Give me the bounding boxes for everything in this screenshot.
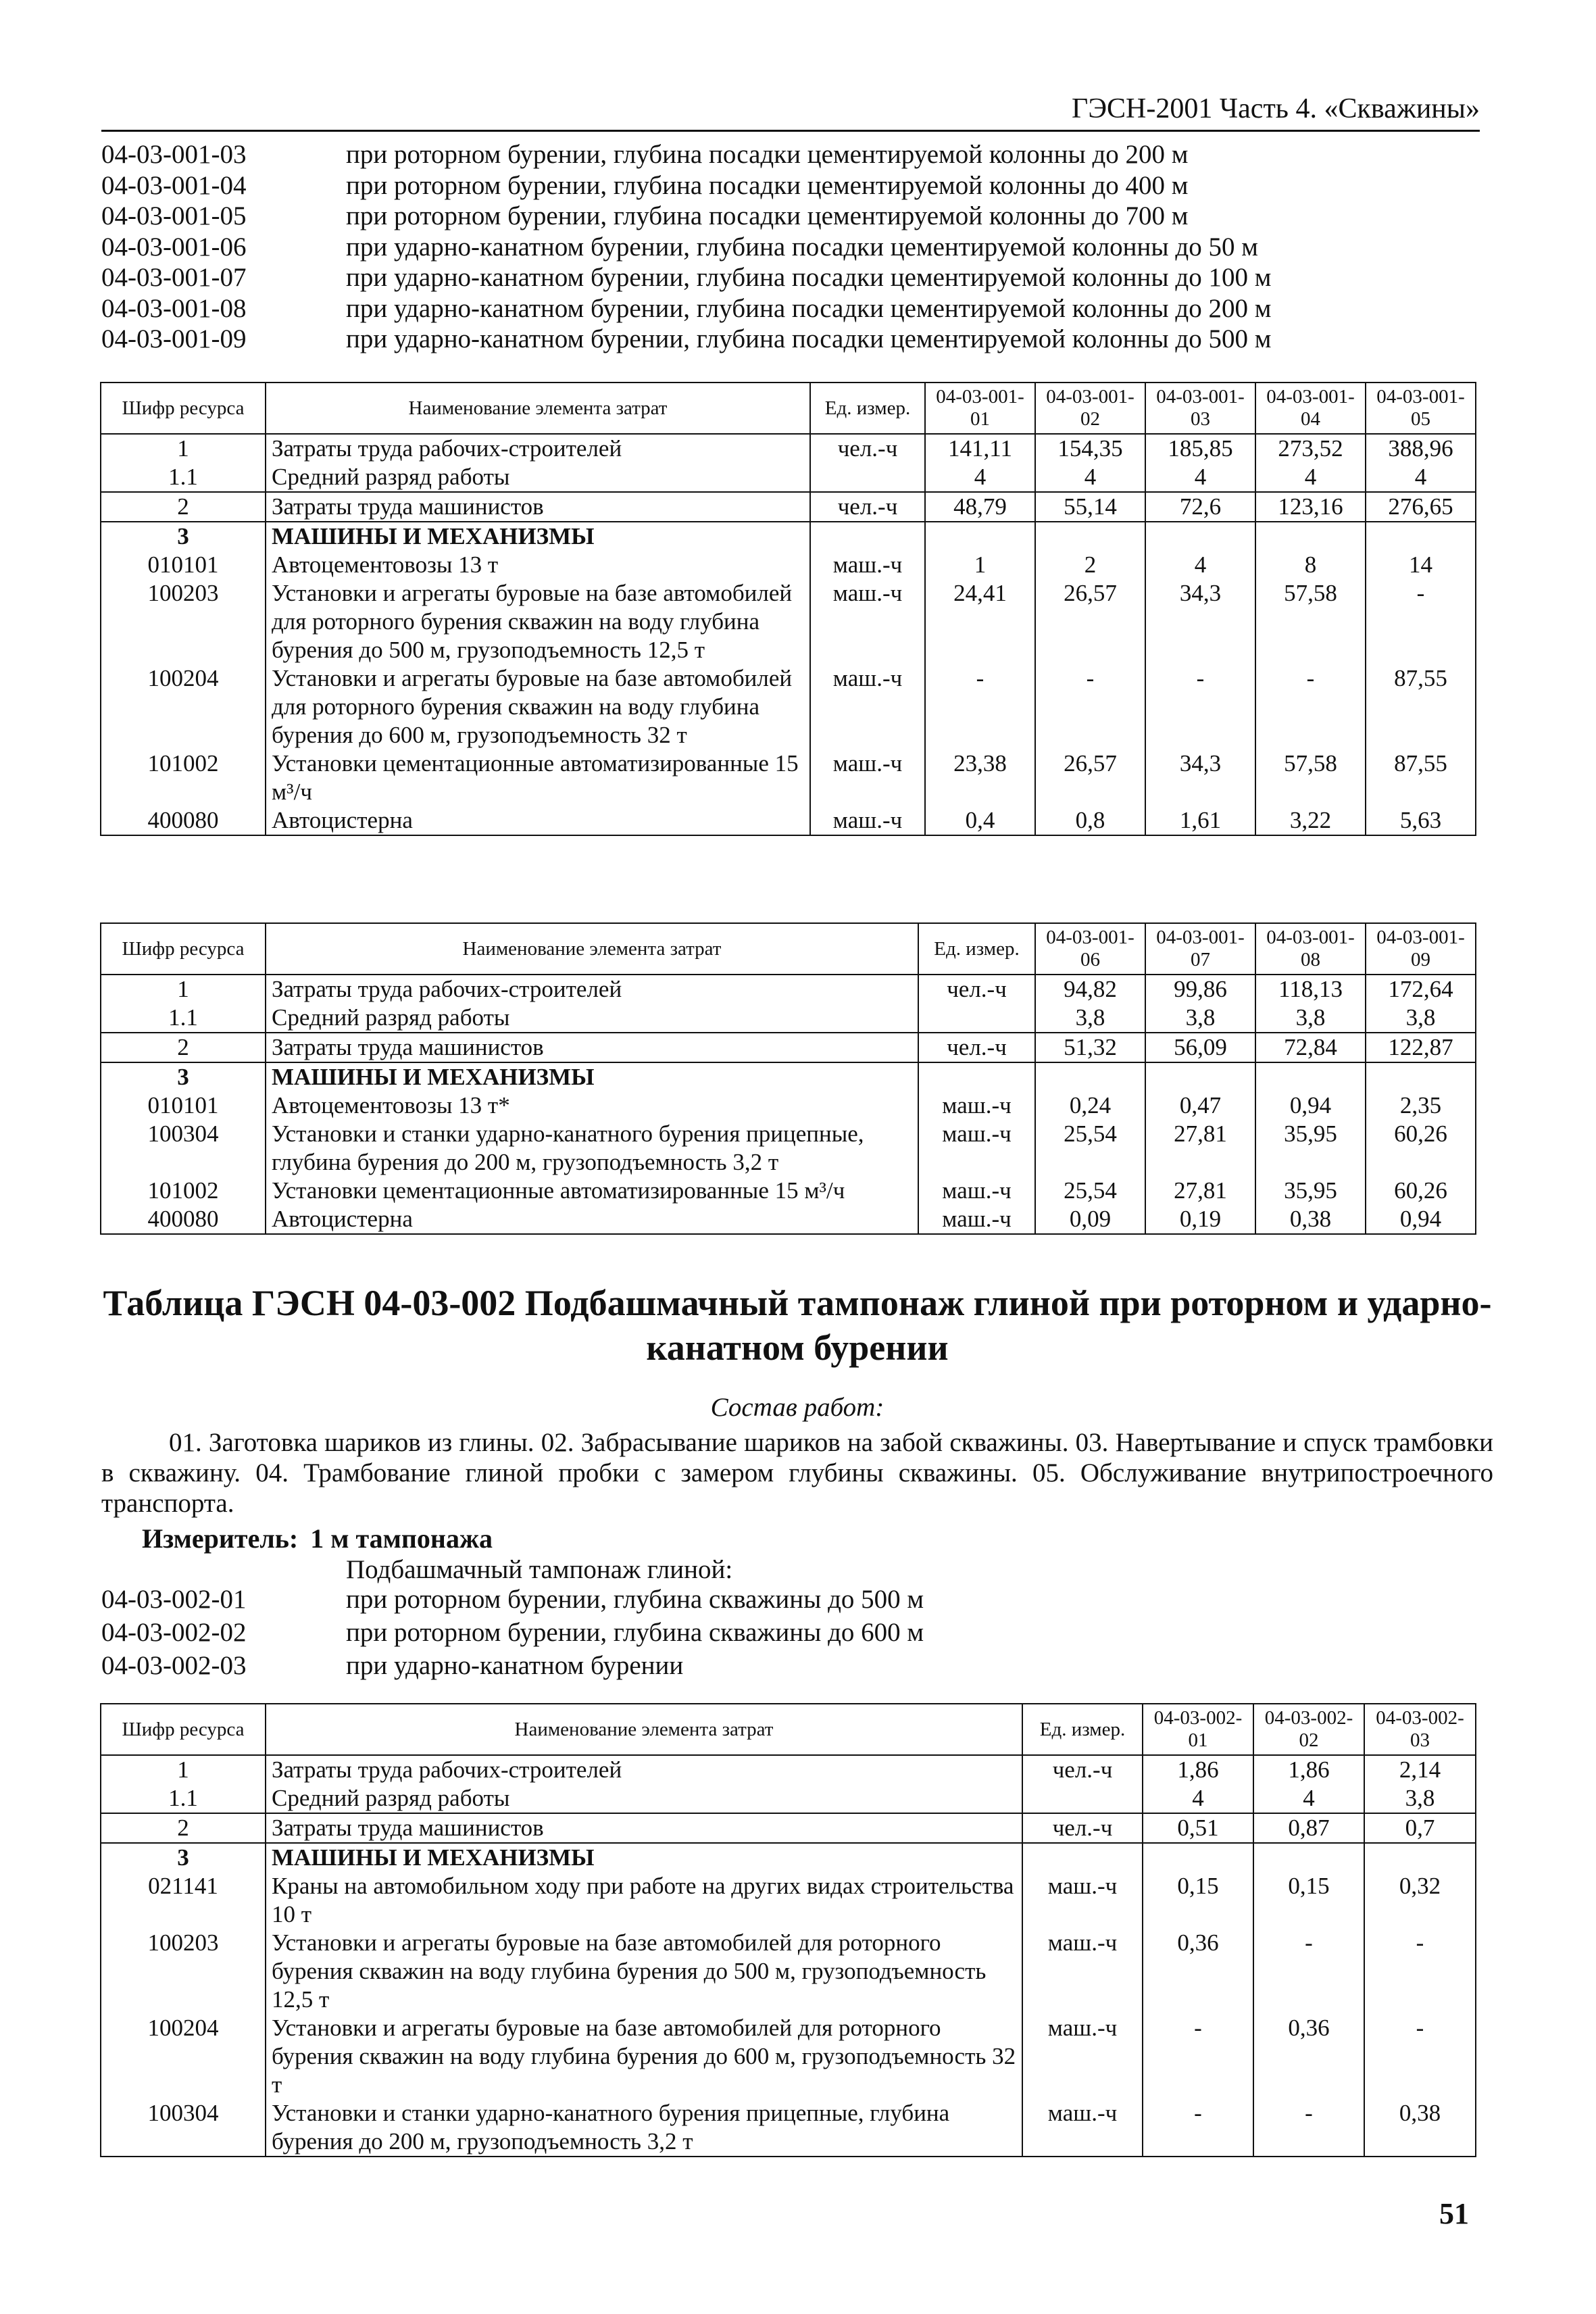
resource-code: 1 — [101, 1755, 266, 1784]
norm-value: - — [1035, 664, 1145, 749]
norm-value: 34,3 — [1145, 579, 1255, 664]
norm-value: 57,58 — [1255, 579, 1366, 664]
list-item — [101, 262, 1487, 293]
cost-element-name: Автоцистерна — [266, 1205, 918, 1234]
norm-value: 3,8 — [1145, 1004, 1255, 1033]
norm-value — [1255, 1062, 1366, 1091]
norm-value: - — [1143, 2099, 1253, 2157]
unit — [1022, 1843, 1143, 1872]
cost-element-name: МАШИНЫ И МЕХАНИЗМЫ — [266, 1843, 1022, 1872]
norm-value: 2,35 — [1366, 1091, 1476, 1120]
unit: маш.-ч — [810, 664, 925, 749]
table-row — [101, 522, 1476, 551]
norm-value — [1366, 1062, 1476, 1091]
item-text: при ударно-канатном бурении — [346, 1651, 684, 1680]
norm-value: 99,86 — [1145, 975, 1255, 1004]
norm-value: 185,85 — [1145, 434, 1255, 463]
cost-element-name: Установки цементационные автоматизированные 15 м³/ч — [266, 749, 810, 806]
norm-value: 3,22 — [1255, 806, 1366, 835]
norm-value — [1143, 1843, 1253, 1872]
table-row — [101, 492, 1476, 522]
unit: чел.-ч — [918, 1033, 1035, 1062]
table-row — [101, 1062, 1476, 1091]
cost-element-name: Установки и агрегаты буровые на базе автомобилей для роторного бурения скважин на воду глубина бурения до 500 м, грузоподъемность 12,5 т — [266, 1929, 1022, 2014]
table-row — [101, 1872, 1476, 1929]
norm-value: 26,57 — [1035, 579, 1145, 664]
item-code: 04-03-001-08 — [101, 293, 247, 323]
norm-value: 3,8 — [1366, 1004, 1476, 1033]
resource-code: 101002 — [101, 749, 266, 806]
norm-value — [1255, 522, 1366, 551]
header-norm-code: 04-03-002-01 — [1143, 1704, 1253, 1755]
norm-value: 27,81 — [1145, 1120, 1255, 1177]
table-row — [101, 551, 1476, 579]
norm-value: 0,94 — [1366, 1205, 1476, 1234]
item-text: при ударно-канатном бурении, глубина посадки цементируемой колонны до 100 м — [346, 263, 1272, 292]
norm-value — [1253, 1843, 1364, 1872]
norm-value: 1 — [925, 551, 1035, 579]
item-text: при роторном бурении, глубина посадки цементируемой колонны до 400 м — [346, 170, 1189, 200]
unit: маш.-ч — [918, 1120, 1035, 1177]
norm-value: 273,52 — [1255, 434, 1366, 463]
norm-value: - — [1253, 2099, 1364, 2157]
list-item — [101, 1649, 1487, 1682]
table-row — [101, 975, 1476, 1004]
page-number: 51 — [1439, 2197, 1469, 2230]
list-item — [101, 1583, 1487, 1616]
table-row — [101, 434, 1476, 463]
unit: маш.-ч — [1022, 1929, 1143, 2014]
norm-value: 27,81 — [1145, 1177, 1255, 1205]
item-code: 04-03-001-03 — [101, 140, 247, 169]
unit: маш.-ч — [810, 806, 925, 835]
norm-value — [925, 522, 1035, 551]
resource-code: 1.1 — [101, 1004, 266, 1033]
unit: маш.-ч — [810, 579, 925, 664]
item-code: 04-03-001-07 — [101, 263, 247, 292]
norm-value: 4 — [1143, 1784, 1253, 1813]
cost-element-name: Установки и агрегаты буровые на базе автомобилей для роторного бурения скважин на воду глубина бурения до 500 м, грузоподъемность 12,5 т — [266, 579, 810, 664]
header-cost-element-name: Наименование элемента затрат — [266, 383, 810, 434]
section-subheading: Подбашмачный тампонаж глиной: — [346, 1555, 733, 1584]
resource-code: 021141 — [101, 1872, 266, 1929]
cost-element-name: Затраты труда машинистов — [266, 1813, 1022, 1843]
unit — [810, 463, 925, 492]
item-text: при ударно-канатном бурении, глубина посадки цементируемой колонны до 50 м — [346, 232, 1258, 262]
resource-code: 100203 — [101, 579, 266, 664]
resource-code: 1.1 — [101, 1784, 266, 1813]
norm-value: 35,95 — [1255, 1177, 1366, 1205]
norm-value: 87,55 — [1366, 664, 1476, 749]
table-row — [101, 749, 1476, 806]
item-text: при роторном бурении, глубина скважины до 500 м — [346, 1585, 924, 1614]
norm-value: 141,11 — [925, 434, 1035, 463]
unit: чел.-ч — [1022, 1755, 1143, 1784]
item-text: при роторном бурении, глубина посадки цементируемой колонны до 700 м — [346, 201, 1189, 230]
header-norm-code: 04-03-001-04 — [1255, 383, 1366, 434]
norm-value: 72,6 — [1145, 492, 1255, 522]
norm-value: 3,8 — [1035, 1004, 1145, 1033]
norm-value: 122,87 — [1366, 1033, 1476, 1062]
unit — [918, 1004, 1035, 1033]
item-text: при ударно-канатном бурении, глубина посадки цементируемой колонны до 200 м — [346, 293, 1272, 323]
table-row — [101, 1091, 1476, 1120]
norm-value: 4 — [1255, 463, 1366, 492]
unit: маш.-ч — [918, 1205, 1035, 1234]
norm-value: 14 — [1366, 551, 1476, 579]
unit: маш.-ч — [1022, 2099, 1143, 2157]
list-item — [101, 293, 1487, 324]
norm-value: 87,55 — [1366, 749, 1476, 806]
header-norm-code: 04-03-001-09 — [1366, 923, 1476, 975]
table-row — [101, 463, 1476, 492]
cost-element-name: Средний разряд работы — [266, 463, 810, 492]
item-text: при ударно-канатном бурении, глубина посадки цементируемой колонны до 500 м — [346, 324, 1272, 353]
list-item — [101, 139, 1487, 170]
header-norm-code: 04-03-001-05 — [1366, 383, 1476, 434]
norm-value: 0,19 — [1145, 1205, 1255, 1234]
meter-line — [142, 1523, 493, 1554]
list-item — [101, 324, 1487, 355]
running-header — [101, 88, 1480, 132]
cost-element-name: Автоцементовозы 13 т* — [266, 1091, 918, 1120]
section-title: Таблица ГЭСН 04-03-002 Подбашмачный тампонаж глиной при роторном и ударно-канатном бурении — [103, 1283, 1492, 1368]
table-row — [101, 1120, 1476, 1177]
norm-value: 0,09 — [1035, 1205, 1145, 1234]
item-code: 04-03-001-06 — [101, 232, 247, 262]
norm-value: 1,86 — [1143, 1755, 1253, 1784]
norm-value: 26,57 — [1035, 749, 1145, 806]
header-title: ГЭСН-2001 Часть 4. «Скважины» — [1072, 93, 1480, 124]
norm-value — [1035, 1062, 1145, 1091]
norm-value: 23,38 — [925, 749, 1035, 806]
norm-value: 0,15 — [1253, 1872, 1364, 1929]
header-cost-element-name: Наименование элемента затрат — [266, 923, 918, 975]
norm-value: 3,8 — [1255, 1004, 1366, 1033]
table-row — [101, 1033, 1476, 1062]
unit: маш.-ч — [918, 1177, 1035, 1205]
norm-value: 60,26 — [1366, 1177, 1476, 1205]
table1-item-list — [101, 139, 1487, 355]
norm-value: 56,09 — [1145, 1033, 1255, 1062]
norm-value — [1364, 1843, 1476, 1872]
item-text: при роторном бурении, глубина скважины до 600 м — [346, 1618, 924, 1647]
table-row — [101, 579, 1476, 664]
norm-value: 276,65 — [1366, 492, 1476, 522]
unit — [1022, 1784, 1143, 1813]
table-row — [101, 1929, 1476, 2014]
table-row — [101, 1784, 1476, 1813]
cost-element-name: Затраты труда рабочих-строителей — [266, 975, 918, 1004]
cost-element-name: Установки и станки ударно-канатного бурения прицепные, глубина бурения до 200 м, грузоподъемность 3,2 т — [266, 1120, 918, 1177]
header-resource-code: Шифр ресурса — [101, 923, 266, 975]
norm-value: 4 — [925, 463, 1035, 492]
unit — [918, 1062, 1035, 1091]
header-norm-code: 04-03-002-03 — [1364, 1704, 1476, 1755]
norm-value: 60,26 — [1366, 1120, 1476, 1177]
norm-value: 5,63 — [1366, 806, 1476, 835]
norm-value: 2 — [1035, 551, 1145, 579]
cost-element-name: Затраты труда машинистов — [266, 492, 810, 522]
cost-element-name: Краны на автомобильном ходу при работе на других видах строительства 10 т — [266, 1872, 1022, 1929]
unit: чел.-ч — [810, 492, 925, 522]
unit: маш.-ч — [810, 551, 925, 579]
cost-element-name: Затраты труда машинистов — [266, 1033, 918, 1062]
norm-value: 0,38 — [1364, 2099, 1476, 2157]
resource-code: 100304 — [101, 2099, 266, 2157]
norm-value: 0,36 — [1253, 2014, 1364, 2099]
item-code: 04-03-001-09 — [101, 324, 247, 353]
norm-value: 25,54 — [1035, 1177, 1145, 1205]
norm-value: - — [1255, 664, 1366, 749]
norm-value: 0,15 — [1143, 1872, 1253, 1929]
resource-code: 100204 — [101, 664, 266, 749]
resource-code: 1.1 — [101, 463, 266, 492]
table-row — [101, 2099, 1476, 2157]
norm-value: 0,32 — [1364, 1872, 1476, 1929]
norm-value: 4 — [1145, 463, 1255, 492]
works-description: 01. Заготовка шариков из глины. 02. Забрасывание шариков на забой скважины. 03. Навертывание и спуск трамбовки в скважину. 04. Трамбование глиной пробки с замером глубины скважины. 05. Обслуживание внутрипостроечного транспорта. — [101, 1428, 1493, 1518]
table-row — [101, 806, 1476, 835]
norm-value: 51,32 — [1035, 1033, 1145, 1062]
header-norm-code: 04-03-001-01 — [925, 383, 1035, 434]
table-header-row — [101, 383, 1476, 434]
resource-code: 400080 — [101, 806, 266, 835]
norm-value — [1145, 522, 1255, 551]
table-row — [101, 664, 1476, 749]
resource-code: 101002 — [101, 1177, 266, 1205]
header-cost-element-name: Наименование элемента затрат — [266, 1704, 1022, 1755]
cost-element-name: Установки и станки ударно-канатного бурения прицепные, глубина бурения до 200 м, грузоподъемность 3,2 т — [266, 2099, 1022, 2157]
norm-value: 4 — [1145, 551, 1255, 579]
norm-value: 4 — [1366, 463, 1476, 492]
header-norm-code: 04-03-001-03 — [1145, 383, 1255, 434]
resource-code: 2 — [101, 1813, 266, 1843]
cost-element-name: Установки цементационные автоматизированные 15 м³/ч — [266, 1177, 918, 1205]
header-unit: Ед. измер. — [918, 923, 1035, 975]
cost-element-name: МАШИНЫ И МЕХАНИЗМЫ — [266, 522, 810, 551]
norm-value: 55,14 — [1035, 492, 1145, 522]
header-resource-code: Шифр ресурса — [101, 1704, 266, 1755]
resource-code: 010101 — [101, 551, 266, 579]
norm-value: 24,41 — [925, 579, 1035, 664]
norm-value: - — [1143, 2014, 1253, 2099]
resource-code: 3 — [101, 1843, 266, 1872]
norm-value — [1366, 522, 1476, 551]
cost-element-name: Затраты труда рабочих-строителей — [266, 1755, 1022, 1784]
header-norm-code: 04-03-001-02 — [1035, 383, 1145, 434]
cost-element-name: Автоцистерна — [266, 806, 810, 835]
table-row — [101, 1755, 1476, 1784]
table-row — [101, 1843, 1476, 1872]
norm-value: - — [1145, 664, 1255, 749]
norm-value: 3,8 — [1364, 1784, 1476, 1813]
cost-element-name: Затраты труда рабочих-строителей — [266, 434, 810, 463]
norm-value: 1,86 — [1253, 1755, 1364, 1784]
norm-value: 0,24 — [1035, 1091, 1145, 1120]
header-unit: Ед. измер. — [1022, 1704, 1143, 1755]
table3-item-list — [101, 1583, 1487, 1682]
item-code: 04-03-001-05 — [101, 201, 247, 230]
cost-table-1 — [100, 382, 1476, 836]
header-norm-code: 04-03-001-07 — [1145, 923, 1255, 975]
resource-code: 2 — [101, 1033, 266, 1062]
norm-value: - — [1366, 579, 1476, 664]
norm-value: 0,8 — [1035, 806, 1145, 835]
item-code: 04-03-002-02 — [101, 1618, 247, 1647]
norm-value: 0,51 — [1143, 1813, 1253, 1843]
cost-element-name: Автоцементовозы 13 т — [266, 551, 810, 579]
header-norm-code: 04-03-001-06 — [1035, 923, 1145, 975]
table-row — [101, 1177, 1476, 1205]
unit: чел.-ч — [1022, 1813, 1143, 1843]
norm-value: - — [1364, 2014, 1476, 2099]
resource-code: 3 — [101, 522, 266, 551]
table-header-row — [101, 923, 1476, 975]
norm-value: 0,47 — [1145, 1091, 1255, 1120]
norm-value: 1,61 — [1145, 806, 1255, 835]
norm-value: 0,38 — [1255, 1205, 1366, 1234]
list-item — [101, 201, 1487, 232]
norm-value: - — [1364, 1929, 1476, 2014]
list-item — [101, 170, 1487, 201]
cost-table-2 — [100, 922, 1476, 1235]
item-text: при роторном бурении, глубина посадки цементируемой колонны до 200 м — [346, 140, 1189, 169]
resource-code: 100203 — [101, 1929, 266, 2014]
unit — [810, 522, 925, 551]
norm-value: 35,95 — [1255, 1120, 1366, 1177]
norm-value: 57,58 — [1255, 749, 1366, 806]
item-code: 04-03-001-04 — [101, 170, 247, 200]
unit: маш.-ч — [918, 1091, 1035, 1120]
norm-value — [1145, 1062, 1255, 1091]
cost-element-name: Средний разряд работы — [266, 1004, 918, 1033]
item-code: 04-03-002-01 — [101, 1585, 247, 1614]
table-row — [101, 1205, 1476, 1234]
resource-code: 010101 — [101, 1091, 266, 1120]
table-row — [101, 1004, 1476, 1033]
cost-element-name: Средний разряд работы — [266, 1784, 1022, 1813]
resource-code: 1 — [101, 434, 266, 463]
norm-value: 0,4 — [925, 806, 1035, 835]
meter-value: 1 м тампонажа — [310, 1523, 493, 1554]
norm-value: 72,84 — [1255, 1033, 1366, 1062]
cost-table-3 — [100, 1703, 1476, 2157]
resource-code: 3 — [101, 1062, 266, 1091]
list-item — [101, 232, 1487, 263]
norm-value: 4 — [1035, 463, 1145, 492]
works-subtitle: Состав работ: — [710, 1393, 884, 1422]
cost-element-name: МАШИНЫ И МЕХАНИЗМЫ — [266, 1062, 918, 1091]
norm-value: 0,7 — [1364, 1813, 1476, 1843]
table-row — [101, 2014, 1476, 2099]
norm-value: 154,35 — [1035, 434, 1145, 463]
unit: маш.-ч — [810, 749, 925, 806]
resource-code: 2 — [101, 492, 266, 522]
norm-value: 48,79 — [925, 492, 1035, 522]
resource-code: 100204 — [101, 2014, 266, 2099]
list-item — [101, 1616, 1487, 1649]
norm-value: 118,13 — [1255, 975, 1366, 1004]
norm-value: 8 — [1255, 551, 1366, 579]
resource-code: 100304 — [101, 1120, 266, 1177]
norm-value: 0,94 — [1255, 1091, 1366, 1120]
unit: маш.-ч — [1022, 1872, 1143, 1929]
cost-element-name: Установки и агрегаты буровые на базе автомобилей для роторного бурения скважин на воду глубина бурения до 600 м, грузоподъемность 32 т — [266, 664, 810, 749]
unit: маш.-ч — [1022, 2014, 1143, 2099]
norm-value: 172,64 — [1366, 975, 1476, 1004]
norm-value: 0,87 — [1253, 1813, 1364, 1843]
header-norm-code: 04-03-001-08 — [1255, 923, 1366, 975]
resource-code: 400080 — [101, 1205, 266, 1234]
unit: чел.-ч — [918, 975, 1035, 1004]
cost-element-name: Установки и агрегаты буровые на базе автомобилей для роторного бурения скважин на воду глубина бурения до 600 м, грузоподъемность 32 т — [266, 2014, 1022, 2099]
header-norm-code: 04-03-002-02 — [1253, 1704, 1364, 1755]
table-header-row — [101, 1704, 1476, 1755]
norm-value: 25,54 — [1035, 1120, 1145, 1177]
meter-label: Измеритель: — [142, 1523, 299, 1554]
norm-value: 2,14 — [1364, 1755, 1476, 1784]
norm-value: 123,16 — [1255, 492, 1366, 522]
norm-value: 388,96 — [1366, 434, 1476, 463]
norm-value: 34,3 — [1145, 749, 1255, 806]
norm-value: 0,36 — [1143, 1929, 1253, 2014]
norm-value: 94,82 — [1035, 975, 1145, 1004]
unit: чел.-ч — [810, 434, 925, 463]
norm-value: 4 — [1253, 1784, 1364, 1813]
item-code: 04-03-002-03 — [101, 1651, 247, 1680]
header-resource-code: Шифр ресурса — [101, 383, 266, 434]
norm-value: - — [925, 664, 1035, 749]
table-row — [101, 1813, 1476, 1843]
header-unit: Ед. измер. — [810, 383, 925, 434]
norm-value — [1035, 522, 1145, 551]
norm-value: - — [1253, 1929, 1364, 2014]
resource-code: 1 — [101, 975, 266, 1004]
